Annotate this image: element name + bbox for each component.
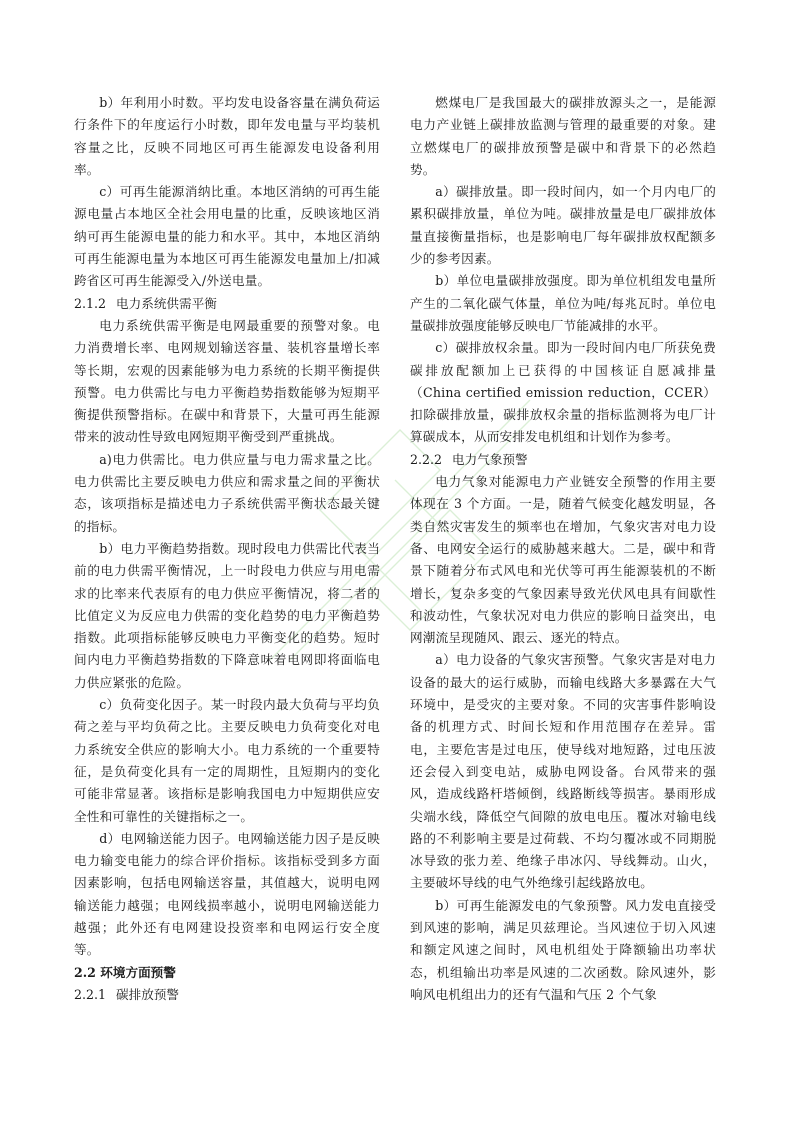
paragraph: b）电力平衡趋势指数。现时段电力供需比代表当前的电力供需平衡情况，上一时段电力供应与用电需求的比率来代表原有的电力供应平衡情况，将二者的比值定义为反应电力供需的变化趋势的电力平衡趋势指数。此项指标能够反映电力平衡变化的趋势。短时间内电力平衡趋势指数的下降意味着电网即将面临电力供应紧张的危险。 <box>74 540 380 690</box>
paragraph: c）负荷变化因子。某一时段内最大负荷与平均负荷之差与平均负荷之比。主要反映电力负荷变化对电力系统安全供应的影响大小。电力系统的一个重要特征，是负荷变化具有一定的周期性，且短期内的变化可能非常显著。该指标是影响我国电力中短期供应安全性和可靠性的关键指标之一。 <box>74 697 380 824</box>
paragraph: a)电力供需比。电力供应量与电力需求量之比。电力供需比主要反映电力供应和需求量之间的平衡状态，该项指标是描述电力子系统供需平衡状态最关键的指标。 <box>74 451 380 534</box>
section-number: 2.2.1 <box>74 986 107 1002</box>
paragraph: a）碳排放量。即一段时间内，如一个月内电厂的累积碳排放量，单位为吨。碳排放量是电厂碳排放体量直接衡量指标，也是影响电厂每年碳排放权配额多少的参考因素。 <box>410 184 716 267</box>
paragraph: c）碳排放权余量。即为一段时间内电厂所获免费碳排放配额加上已获得的中国核证自愿减排量（China certified emission reduction，CCER）扣除碳排放量，碳排放权余量的指标监测将为电厂计算碳成本，从而安排发电机组和计划作为参考。 <box>410 340 716 445</box>
paragraph: a）电力设备的气象灾害预警。气象灾害是对电力设备的最大的运行威胁，而输电线路大多暴露在大气环境中，是受灾的主要对象。不同的灾害事件影响设备的机理方式、时间长短和作用范围存在差异。雷电，主要危害是过电压，使导线对地短路，过电压波还会侵入到变电站，威胁电网设备。台风带来的强风，造成线路杆塔倾倒，线路断线等损害。暴雨形成尖端水线，降低空气间隙的放电电压。覆冰对输电线路的不利影响主要是过荷载、不均匀覆冰或不同期脱冰导致的张力差、绝缘子串冰闪、导线舞动。山火，主要破坏导线的电气外绝缘引起线路放电。 <box>410 652 716 891</box>
paragraph: 电力气象对能源电力产业链安全预警的作用主要体现在 3 个方面。一是，随着气候变化越发明显，各类自然灾害发生的频率也在增加，气象灾害对电力设备、电网安全运行的威胁越来越大。二是，碳中和背景下随着分布式风电和光伏等可再生能源装机的不断增长，复杂多变的气象因素导致光伏风电具有间歇性和波动性，气象状况对电力供应的影响日益突出，电网潮流呈现随风、跟云、逐光的特点。 <box>410 474 716 646</box>
paragraph: 燃煤电厂是我国最大的碳排放源头之一，是能源电力产业链上碳排放监测与管理的最重要的对象。建立燃煤电厂的碳排放预警是碳中和背景下的必然趋势。 <box>410 95 716 177</box>
paragraph: b）年利用小时数。平均发电设备容量在满负荷运行条件下的年度运行小时数，即年发电量与平均装机容量之比，反映不同地区可再生能源发电设备利用率。 <box>74 95 380 177</box>
section-number: 2.1.2 <box>74 295 107 311</box>
section-title: 碳排放预警 <box>116 986 180 1002</box>
paragraph: b）可再生能源发电的气象预警。风力发电直接受到风速的影响，满足贝兹理论。当风速位于切入风速和额定风速之间时，风电机组处于降额输出功率状态，机组输出功率是风速的二次函数。除风速外，影响风电机组出力的还有气温和气压 2 个气象 <box>410 897 716 1002</box>
section-heading-2-2: 2.2 环境方面预警 <box>74 964 176 980</box>
section-number: 2.2.2 <box>410 451 443 467</box>
paragraph: b）单位电量碳排放强度。即为单位机组发电量所产生的二氧化碳气体量，单位为吨/每兆瓦时。单位电量碳排放强度能够反映电厂节能减排的水平。 <box>410 273 716 333</box>
section-title: 电力气象预警 <box>452 451 528 467</box>
right-column <box>410 92 716 1006</box>
paragraph: c）可再生能源消纳比重。本地区消纳的可再生能源电量占本地区全社会用电量的比重，反映该地区消纳可再生能源电量的能力和水平。其中，本地区消纳可再生能源电量为本地区可再生能源发电量加上/扣减跨省区可再生能源受入/外送电量。 <box>74 184 380 289</box>
left-column <box>74 92 380 1006</box>
section-title: 电力系统供需平衡 <box>116 295 217 311</box>
paragraph: 电力系统供需平衡是电网最重要的预警对象。电力消费增长率、电网规划输送容量、装机容量增长率等长期，宏观的因素能够为电力系统的长期平衡提供预警。电力供需比与电力平衡趋势指数能够为短期平衡提供预警指标。在碳中和背景下，大量可再生能源带来的波动性导致电网短期平衡受到严重挑战。 <box>74 317 380 445</box>
section-heading-2-2-1 <box>74 984 380 1006</box>
section-heading-2-1-2 <box>74 293 380 315</box>
paragraph: d）电网输送能力因子。电网输送能力因子是反映电力输变电能力的综合评价指标。该指标受到多方面因素影响，包括电网输送容量，其值越大，说明电网输送能力越强；电网线损率越小，说明电网输送能力越强；此外还有电网建设投资率和电网运行安全度等。 <box>74 830 380 958</box>
section-heading-2-2-2 <box>410 449 716 471</box>
